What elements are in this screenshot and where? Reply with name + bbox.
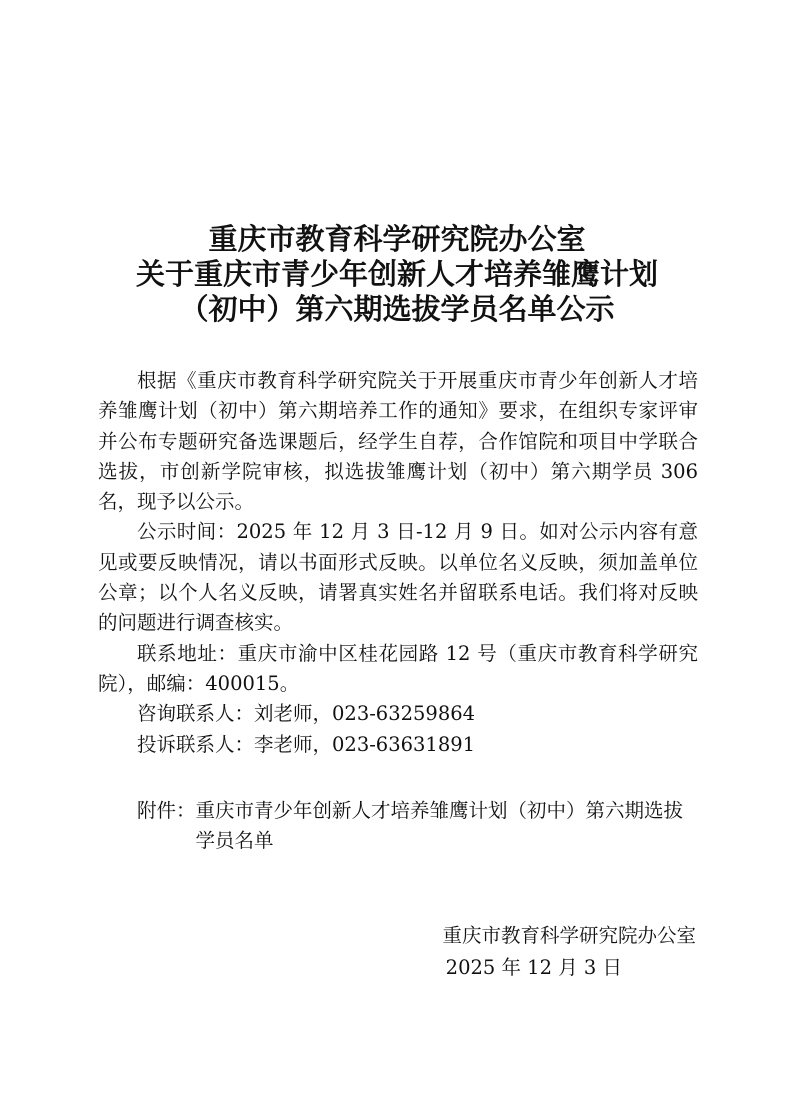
body-paragraph-basis: 根据《重庆市教育科学研究院关于开展重庆市青少年创新人才培养雏鹰计划（初中）第六期培养工作的通知》要求，在组织专家评审并公布专题研究备选课题后，经学生自荐，合作馆院和项目中学联合选拔，市创新学院审核，拟选拔雏鹰计划（初中）第六期学员 306 名，现予以公示。 (98, 369, 698, 514)
body-paragraph-consult-contact: 咨询联系人：刘老师，023-63259864 (137, 702, 476, 726)
signature-date: 2025 年 12 月 3 日 (445, 956, 622, 979)
attachment-label: 附件： (137, 799, 196, 822)
title-line-3: （初中）第六期选拔学员名单公示 (179, 292, 615, 326)
title-line-2: 关于重庆市青少年创新人才培养雏鹰计划 (135, 257, 658, 291)
document-body (98, 366, 698, 760)
title-line-1: 重庆市教育科学研究院办公室 (208, 222, 586, 256)
body-paragraph-complaint-contact: 投诉联系人：李老师，023-63631891 (137, 732, 476, 756)
body-paragraph-period: 公示时间：2025 年 12 月 3 日-12 月 9 日。如对公示内容有意见或要反映情况，请以书面形式反映。以单位名义反映，须加盖单位公章；以个人名义反映，请署真实姓名并留联系电话。我们将对反映的问题进行调查核实。 (98, 520, 698, 635)
signature-organization: 重庆市教育科学研究院办公室 (442, 924, 696, 947)
signature-block (396, 920, 696, 984)
document-title (0, 222, 794, 327)
attachment-link[interactable]: 重庆市青少年创新人才培养雏鹰计划（初中）第六期选拔学员名单 (195, 799, 684, 853)
attachment-section (98, 796, 698, 857)
body-paragraph-address: 联系地址：重庆市渝中区桂花园路 12 号（重庆市教育科学研究院），邮编：400015。 (98, 641, 698, 695)
